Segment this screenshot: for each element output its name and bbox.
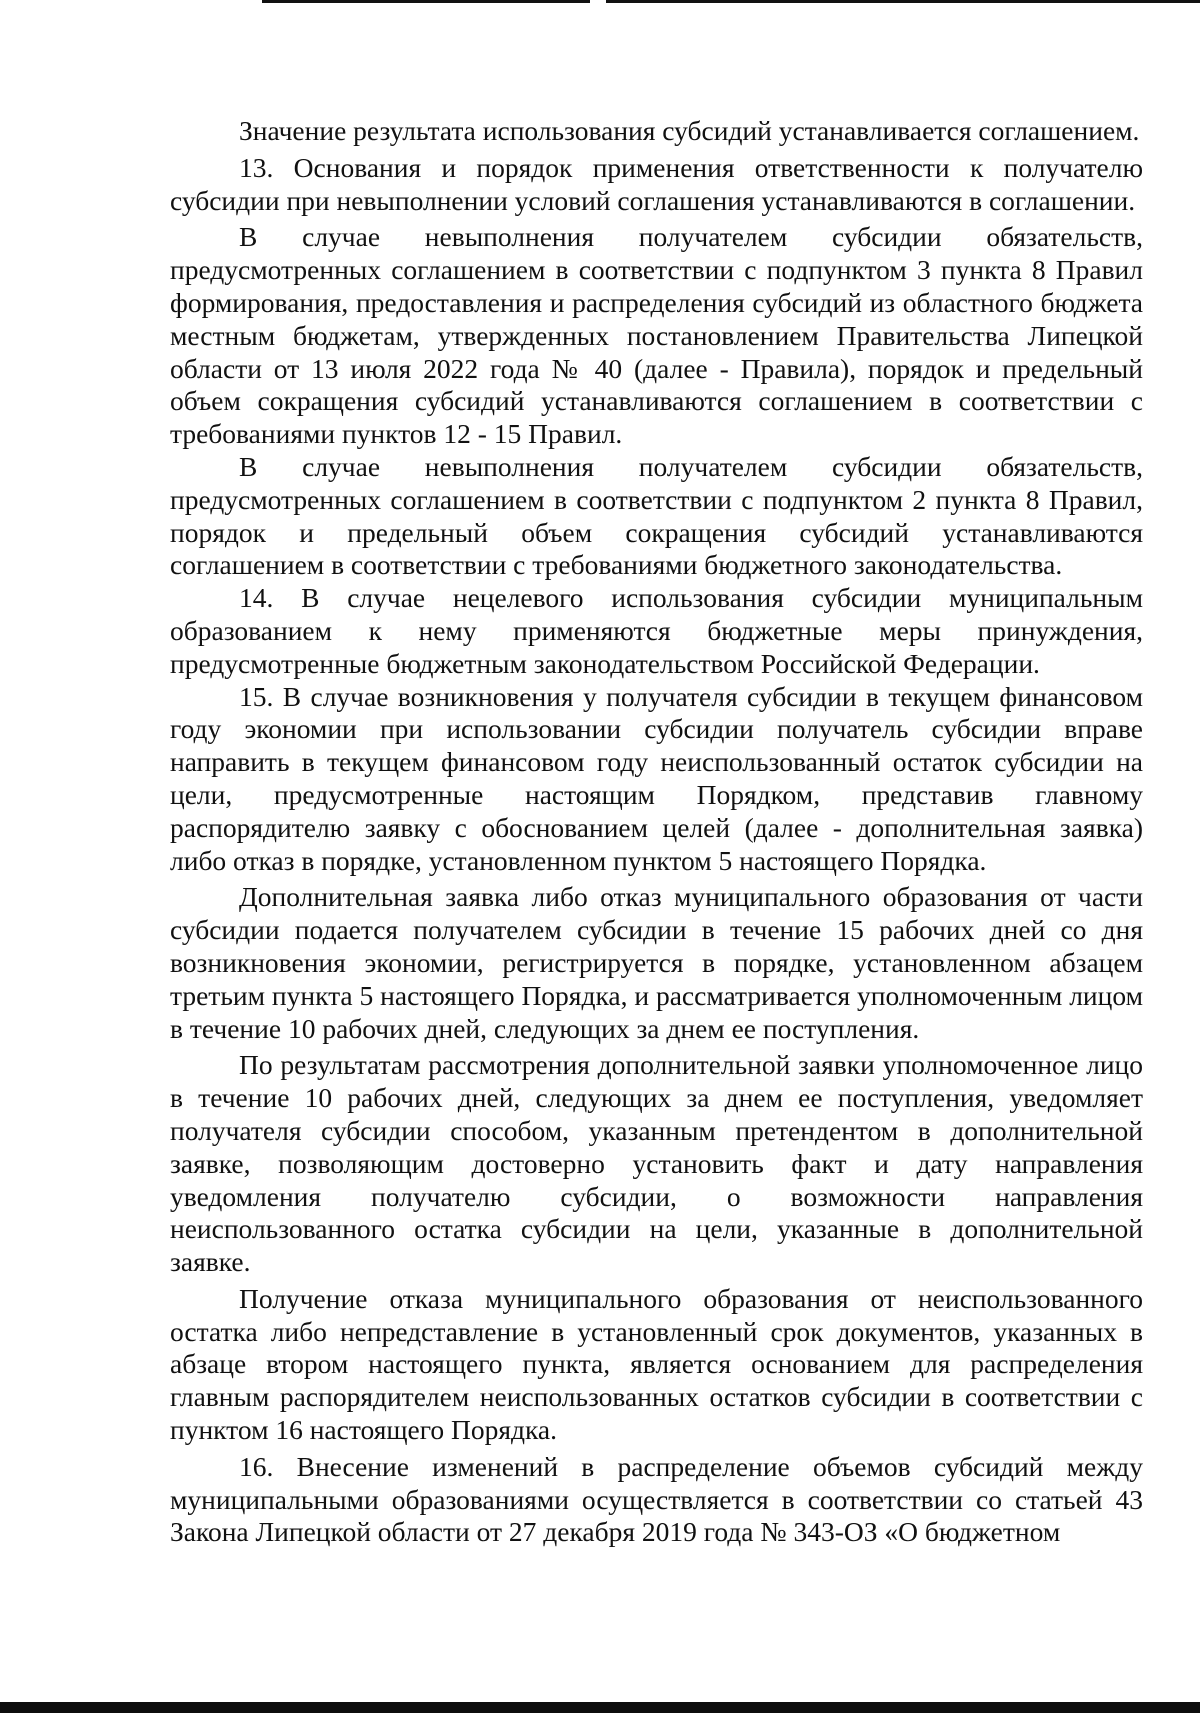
paragraph-13: 13. Основания и порядок применения ответственности к получателю субсидии при невыполнении условий соглашения устанавливаются в соглашении. [170, 151, 1143, 216]
scan-top-rule [262, 0, 590, 3]
scan-top-rule [606, 0, 1200, 3]
document-body [170, 115, 1143, 1549]
paragraph-13-case-1: В случае невыполнения получателем субсидии обязательств, предусмотренных соглашением в соответствии с подпунктом 3 пункта 8 Правил формирования, предоставления и распределения субсидий из областного бюджета местным бюджетам, утвержденных постановлением Правительства Липецкой области от 13 июля 2022 года № 40 (далее - Правила), порядок и предельный объем сокращения субсидий устанавливаются соглашением в соответствии с требованиями пунктов 12 - 15 Правил. [170, 221, 1143, 450]
paragraph-15-additional-request: Дополнительная заявка либо отказ муниципального образования от части субсидии подается получателем субсидии в течение 15 рабочих дней со дня возникновения экономии, регистрируется в порядке, установленном абзацем третьим пункта 5 настоящего Порядка, и рассматривается уполномоченным лицом в течение 10 рабочих дней, следующих за днем ее поступления. [170, 881, 1143, 1044]
paragraph-13-case-2: В случае невыполнения получателем субсидии обязательств, предусмотренных соглашением в соответствии с подпунктом 2 пункта 8 Правил, порядок и предельный объем сокращения субсидий устанавливаются соглашением в соответствии с требованиями бюджетного законодательства. [170, 450, 1143, 581]
paragraph-result-value: Значение результата использования субсидий устанавливается соглашением. [239, 115, 1140, 146]
scan-bottom-edge [0, 1702, 1200, 1713]
paragraph-15: 15. В случае возникновения у получателя субсидии в текущем финансовом году экономии при использовании субсидии получатель субсидии вправе направить в текущем финансовом году неиспользованный остаток субсидии на цели, предусмотренные настоящим Порядком, представив главному распорядителю заявку с обоснованием целей (далее - дополнительная заявка) либо отказ в порядке, установленном пунктом 5 настоящего Порядка. [170, 680, 1143, 876]
paragraph-14: 14. В случае нецелевого использования субсидии муниципальным образованием к нему применяются бюджетные меры принуждения, предусмотренные бюджетным законодательством Российской Федерации. [170, 582, 1143, 679]
paragraph-16: 16. Внесение изменений в распределение объемов субсидий между муниципальными образованиями осуществляется в соответствии со статьей 43 Закона Липецкой области от 27 декабря 2019 года № 343-ОЗ «О бюджетном [170, 1450, 1143, 1548]
paragraph-15-review-results: По результатам рассмотрения дополнительной заявки уполномоченное лицо в течение 10 рабочих дней, следующих за днем ее поступления, уведомляет получателя субсидии способом, указанным претендентом в дополнительной заявке, позволяющим достоверно установить факт и дату направления уведомления получателю субсидии, о возможности направления неиспользованного остатка субсидии на цели, указанные в дополнительной заявке. [170, 1049, 1143, 1278]
paragraph-15-refusal: Получение отказа муниципального образования от неиспользованного остатка либо непредставление в установленный срок документов, указанных в абзаце втором настоящего пункта, является основанием для распределения главным распорядителем неиспользованных остатков субсидии в соответствии с пунктом 16 настоящего Порядка. [170, 1282, 1143, 1446]
